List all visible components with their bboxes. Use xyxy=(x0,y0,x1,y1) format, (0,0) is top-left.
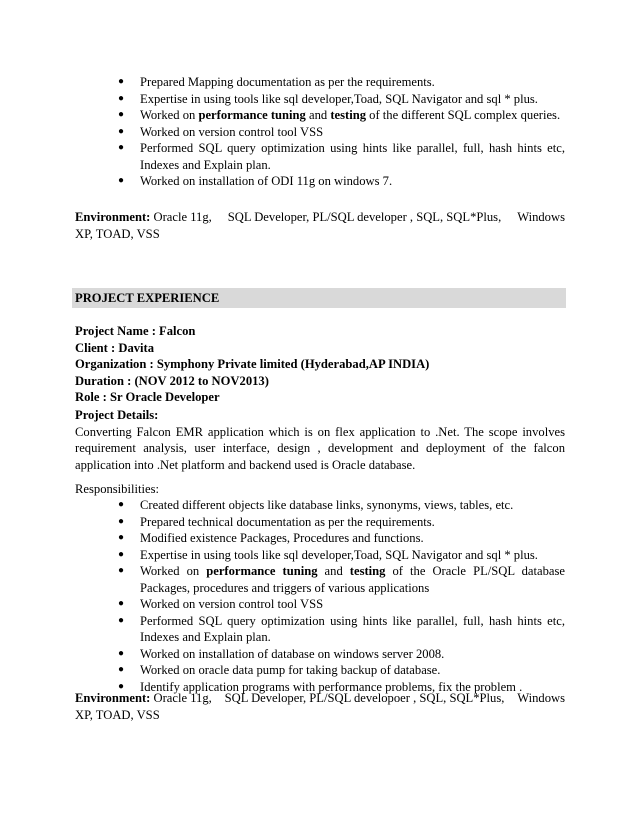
list-item xyxy=(118,596,565,613)
bullet-icon: ● xyxy=(118,76,125,87)
bullet-icon: ● xyxy=(118,92,125,104)
bullet-icon: ● xyxy=(118,647,125,659)
list-text: and xyxy=(317,564,350,578)
list-text: Performed SQL query optimization using hints like parallel, full, hash hints etc, Indexes and Explain plan. xyxy=(140,613,565,644)
list-text: Performed SQL query optimization using hints like parallel, full, hash hints etc, Indexes and Explain plan. xyxy=(140,141,565,172)
list-item xyxy=(118,613,565,646)
project-details-title: Project Details: xyxy=(75,408,159,422)
bullet-icon: ● xyxy=(118,109,125,120)
list-text: Expertise in using tools like sql developer,Toad, SQL Navigator and sql * plus. xyxy=(140,91,538,106)
list-text: of the Oracle PL/SQL database Packages, procedures and triggers of various applications xyxy=(140,564,565,595)
bullet-icon: ● xyxy=(118,664,125,675)
environment-paragraph-1 xyxy=(75,209,565,242)
list-item xyxy=(118,530,565,547)
responsibilities-list xyxy=(118,497,565,695)
list-text: Worked on version control tool VSS xyxy=(140,124,324,139)
bullet-icon: ● xyxy=(118,499,125,510)
project-name: Project Name : Falcon xyxy=(75,324,196,338)
env-oracle: Oracle 11g, xyxy=(153,210,212,224)
list-text: Worked on oracle data pump for taking backup of database. xyxy=(140,663,441,677)
env-oracle: Oracle 11g, xyxy=(153,691,212,705)
list-text: Modified existence Packages, Procedures and functions. xyxy=(140,531,424,545)
list-item xyxy=(118,107,565,124)
project-details xyxy=(75,407,565,473)
env-tools: SQL Developer, PL/SQL developoer , SQL, SQL*Plus, xyxy=(224,691,505,705)
bullet-icon: ● xyxy=(118,142,125,153)
top-bullet-list xyxy=(118,74,565,190)
bold-text: testing xyxy=(330,108,367,122)
project-role: Role : Sr Oracle Developer xyxy=(75,390,220,404)
list-text: Worked on xyxy=(140,564,207,578)
bullet-icon: ● xyxy=(118,515,125,527)
project-organization: Organization : Symphony Private limited (Hyderabad,AP INDIA) xyxy=(75,357,430,371)
project-info xyxy=(75,323,565,406)
list-text: Worked on version control tool VSS xyxy=(140,597,324,611)
list-item xyxy=(118,124,565,141)
bullet-icon: ● xyxy=(118,125,125,137)
bullet-icon: ● xyxy=(118,614,125,626)
bold-text: performance tuning xyxy=(198,108,306,122)
bullet-icon: ● xyxy=(118,598,125,609)
list-item xyxy=(118,662,565,679)
env-tools: SQL Developer, PL/SQL developer , SQL, SQL*Plus, xyxy=(227,210,502,224)
bullet-icon: ● xyxy=(118,565,125,576)
list-text: Prepared technical documentation as per the requirements. xyxy=(140,514,435,529)
env-line-2: XP, TOAD, VSS xyxy=(75,226,160,241)
list-item xyxy=(118,173,565,190)
environment-label: Environment: xyxy=(75,210,151,224)
list-item xyxy=(118,140,565,173)
list-text: Expertise in using tools like sql developer,Toad, SQL Navigator and sql * plus. xyxy=(140,547,538,562)
project-client: Client : Davita xyxy=(75,340,155,355)
bold-text: performance tuning xyxy=(206,564,318,578)
environment-label: Environment: xyxy=(75,691,151,705)
project-duration: Duration : (NOV 2012 to NOV2013) xyxy=(75,373,269,388)
bullet-icon: ● xyxy=(118,548,125,560)
list-text: of the different SQL complex queries. xyxy=(366,108,561,122)
list-text: Prepared Mapping documentation as per the requirements. xyxy=(140,75,435,89)
environment-paragraph-2 xyxy=(75,690,565,723)
bold-text: testing xyxy=(349,564,386,578)
list-item xyxy=(118,563,565,596)
project-details-text: Converting Falcon EMR application which is on flex application to .Net. The scope involves requirement analysis, user interface, design , development and deployment of the falcon application into .Net platform and backend used is Oracle database. xyxy=(75,424,565,472)
env-windows: Windows xyxy=(517,691,565,705)
list-text: Created different objects like database links, synonyms, views, tables, etc. xyxy=(140,498,514,512)
responsibilities-title: Responsibilities: xyxy=(75,482,159,496)
env-windows: Windows xyxy=(517,210,565,224)
list-text: Worked on installation of database on windows server 2008. xyxy=(140,646,445,661)
list-text: Worked on installation of ODI 11g on windows 7. xyxy=(140,174,393,188)
list-item xyxy=(118,646,565,663)
list-item xyxy=(118,514,565,531)
bullet-icon: ● xyxy=(118,175,125,186)
section-heading-project-experience: PROJECT EXPERIENCE xyxy=(72,288,566,308)
env-line-2: XP, TOAD, VSS xyxy=(75,707,160,722)
list-text: and xyxy=(305,108,331,122)
bullet-icon: ● xyxy=(118,680,125,692)
list-item xyxy=(118,74,565,91)
list-text: Identify application programs with performance problems, fix the problem . xyxy=(140,679,523,694)
list-item xyxy=(118,91,565,108)
bullet-icon: ● xyxy=(118,532,125,543)
list-text: Worked on xyxy=(140,108,199,122)
list-item xyxy=(118,547,565,564)
list-item xyxy=(118,497,565,514)
